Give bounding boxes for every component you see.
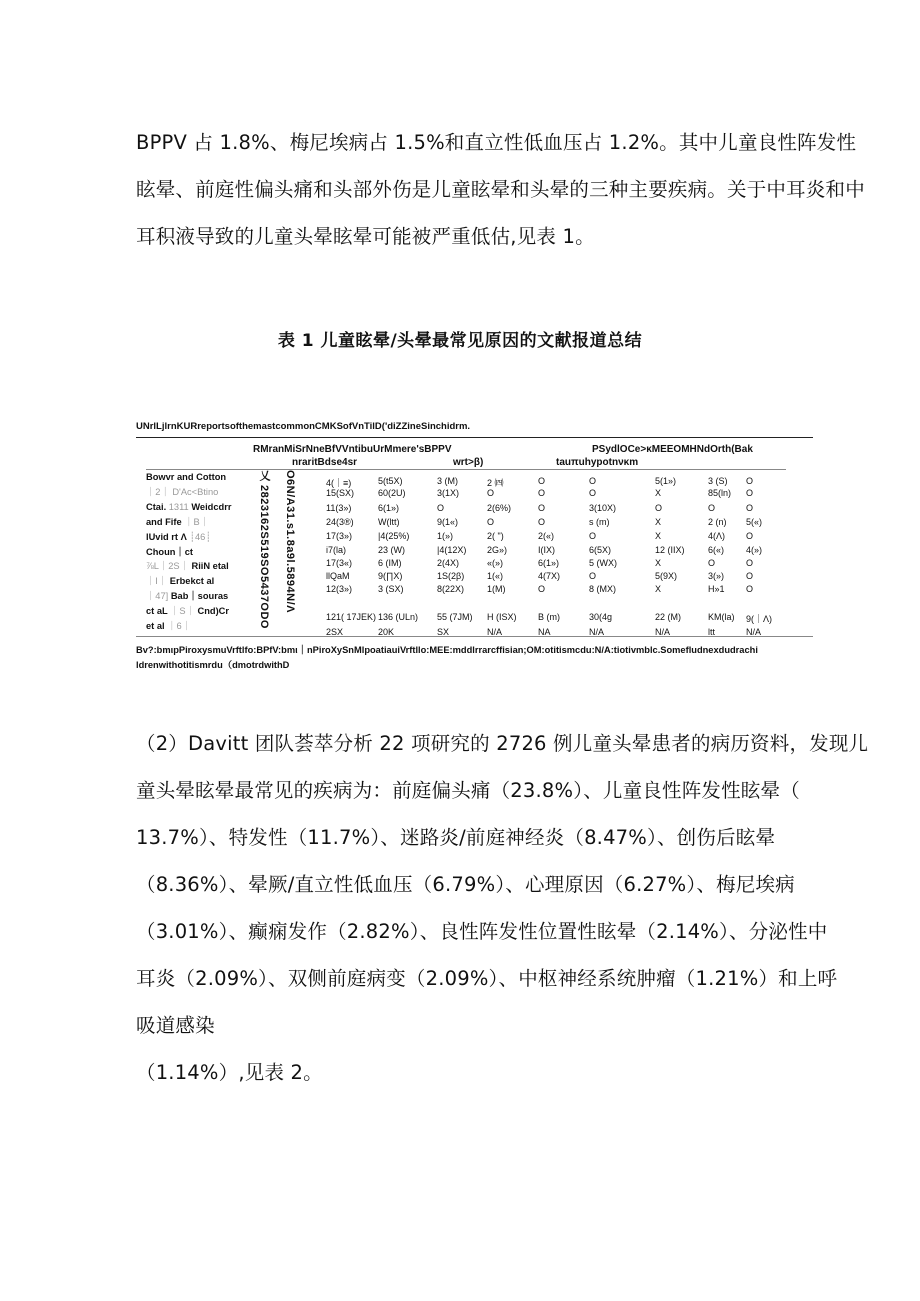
table-cell: O xyxy=(538,503,546,513)
table-cell: I(IX) xyxy=(538,545,555,555)
table-row xyxy=(0,503,920,517)
table-cell: 2(«) xyxy=(538,531,555,541)
table-cell: 85(ln) xyxy=(708,488,732,498)
table-cell: 3 (S) xyxy=(708,476,728,486)
study-line: ｜2｜ D'Ac<Btino xyxy=(146,486,219,497)
table-cell: O xyxy=(746,558,754,568)
table-cell: 20K xyxy=(378,627,395,637)
table-cell: O xyxy=(655,503,663,513)
table-cell: X xyxy=(655,488,662,498)
table-cell: ltt xyxy=(708,627,716,637)
table-cell: 1S(2β) xyxy=(437,571,465,581)
table-cell: O xyxy=(589,476,597,486)
paragraph-line: 童头晕眩晕最常见的疾病为：前庭偏头痛（23.8%）、儿童良性阵发性眩晕（ xyxy=(136,779,800,802)
header-right-line2: tauπuhypotnνκm xyxy=(556,457,639,468)
table-cell: |4(25%) xyxy=(378,531,410,541)
table-cell: O xyxy=(538,476,546,486)
table-cell: i7(la) xyxy=(326,545,347,555)
table-cell: 2(6%) xyxy=(487,503,512,513)
table-cell: O xyxy=(708,503,716,513)
table-cell: 9(1«) xyxy=(437,517,459,527)
table-cell: O xyxy=(746,503,754,513)
table-cell: W(ltt) xyxy=(378,517,400,527)
paragraph-line: （2）Davitt 团队荟萃分析 22 项研究的 2726 例儿童头晕患者的病历资料，发现儿 xyxy=(136,732,869,755)
table-row xyxy=(0,476,920,490)
table-cell: llQaM xyxy=(326,571,350,581)
table-cell: O xyxy=(746,488,754,498)
table-cell: 12(3») xyxy=(326,584,353,594)
paragraph-line: 眩晕、前庭性偏头痛和头部外伤是儿童眩晕和头晕的三种主要疾病。关于中耳炎和中 xyxy=(136,178,865,201)
table-row xyxy=(0,627,920,641)
table-cell: O xyxy=(708,558,716,568)
table-cell: KM(la) xyxy=(708,612,735,622)
table-cell: 24(3®) xyxy=(326,517,354,527)
table-cell: 11(3») xyxy=(326,503,352,513)
paragraph-line: （8.36%）、晕厥/直立性低血压（6.79%）、心理原因（6.27%）、梅尼埃病 xyxy=(136,873,795,896)
table-cell: X xyxy=(655,531,662,541)
table-caption: UNrlLjlrnKURreportsofthemastcommonCMKSofVnTilD('diZZineSinchidrm. xyxy=(136,421,471,432)
study-list xyxy=(146,470,231,634)
table-cell: O xyxy=(437,503,445,513)
table-cell: H (ISX) xyxy=(487,612,517,622)
paragraph-line: （1.14%）,见表 2。 xyxy=(136,1061,323,1084)
table-cell: 3(1X) xyxy=(437,488,460,498)
table-cell: 2(4X) xyxy=(437,558,460,568)
table-cell: N/A xyxy=(655,627,671,637)
table-row xyxy=(0,558,920,572)
table-cell: 1(») xyxy=(437,531,454,541)
table-cell: 12 (IIX) xyxy=(655,545,685,555)
table-cell: 55 (7JM) xyxy=(437,612,473,622)
table-cell: 3 (M) xyxy=(437,476,458,486)
table-cell: 30(4g xyxy=(589,612,613,622)
table-cell: 6(1») xyxy=(378,503,400,513)
table-cell: 5(«) xyxy=(746,517,763,527)
table-title: 表 1 儿童眩晕/头晕最常见原因的文献报道总结 xyxy=(277,331,643,351)
table-cell: H»1 xyxy=(708,584,725,594)
table-row xyxy=(0,517,920,531)
table-cell: N/A xyxy=(746,627,762,637)
study-line: Choun｜ct xyxy=(146,546,193,557)
table-cell: O xyxy=(589,571,597,581)
table-cell: 15(SX) xyxy=(326,488,355,498)
table-cell: O xyxy=(538,488,546,498)
table-cell: 8 (MX) xyxy=(589,584,616,594)
table-cell: 2SX xyxy=(326,627,344,637)
paragraph-line: 13.7%）、特发性（11.7%）、迷路炎/前庭神经炎（8.47%）、创伤后眩晕 xyxy=(136,826,776,849)
table-cell: 2 (n) xyxy=(708,517,727,527)
study-line: ｜I｜ Erbekct al xyxy=(146,576,215,587)
table-cell: SX xyxy=(437,627,450,637)
study-line: lUvid rt Λ ┊46┊ xyxy=(146,531,211,542)
table-note-line1: Bv?:bmιpPiroxysmuVrftlfo:BPfV:bmι｜nPiroXySnMlpoatiauiVrftllo:MEE:mddlrrarcffisian;OM:otitismcdu:N/A:tiotivmblc.Somefludnexdudrachi xyxy=(136,645,758,655)
vertical-column-2: O6N/A31.s1.8a9l.5894N/Λ xyxy=(284,470,296,613)
study-line: ｜47] Bab｜souras xyxy=(146,591,229,602)
table-cell: O xyxy=(538,584,546,594)
paragraph-line: 耳炎（2.09%）、双侧前庭病变（2.09%）、中枢神经系统肿瘤（1.21%）和上呼 xyxy=(136,967,838,990)
table-cell: 22 (M) xyxy=(655,612,682,622)
table-cell: 121( 17JEK) xyxy=(326,612,377,622)
table-cell: N/A xyxy=(487,627,503,637)
table-cell: 3 (SX) xyxy=(378,584,404,594)
table-cell: 6(1») xyxy=(538,558,560,568)
header-left-line2: nraritBdse4sr xyxy=(292,457,358,468)
study-line: et al ｜6｜ xyxy=(146,621,191,632)
table-note-line2: ldrenwithotitismrdu（dmotrdwithD xyxy=(136,660,290,670)
table-cell: 2 ㈣ xyxy=(487,478,504,488)
table-cell: X xyxy=(655,558,662,568)
table-cell: 4(») xyxy=(746,545,763,555)
table-cell: O xyxy=(487,488,495,498)
table-cell: B (m) xyxy=(538,612,560,622)
table-cell: 1(«) xyxy=(487,571,504,581)
table-cell: O xyxy=(746,531,754,541)
vertical-column-1: 乂 2823162S519SO5437ODO xyxy=(258,470,270,629)
table-cell: NA xyxy=(538,627,551,637)
table-cell: |4(12X) xyxy=(437,545,467,555)
table-cell: 9(｜Λ) xyxy=(746,614,773,624)
table-cell: N/A xyxy=(589,627,605,637)
table-cell: 4(｜≡) xyxy=(326,478,352,488)
study-line: ⅞L｜2S｜ RiiN etal xyxy=(146,561,229,572)
table-cell: 6(«) xyxy=(708,545,725,555)
table-cell: 5 (WX) xyxy=(589,558,617,568)
table-cell: 136 (ULn) xyxy=(378,612,419,622)
table-cell: 5(9X) xyxy=(655,571,678,581)
table-cell: O xyxy=(589,488,597,498)
header-right-line1: PSydlOCe>κMEEOMHNdOrth(Bak xyxy=(592,444,753,455)
table-top-rule xyxy=(136,437,813,438)
table-row xyxy=(0,571,920,585)
study-line: Bowvr and Cotton xyxy=(146,472,227,482)
table-cell: O xyxy=(746,571,754,581)
table-cell: 60(2U) xyxy=(378,488,406,498)
study-line: and Fife ｜B｜ xyxy=(146,516,210,527)
header-rule xyxy=(146,469,786,470)
table-cell: s (m) xyxy=(589,517,610,527)
table-cell: 2G») xyxy=(487,545,508,555)
table-cell: X xyxy=(655,584,662,594)
paragraph-line: 吸道感染 xyxy=(136,1014,215,1037)
paragraph-line: BPPV 占 1.8%、梅尼埃病占 1.5%和直立性低血压占 1.2%。其中儿童良性阵发性 xyxy=(136,131,857,154)
study-line: Ctai. 1311 Weidcdrr xyxy=(146,501,232,512)
table-cell: 5(t5X) xyxy=(378,476,403,486)
study-line: ct aL ｜S｜ Cnd)Cr xyxy=(146,606,230,617)
table-cell: O xyxy=(589,531,597,541)
table-cell: 3(10X) xyxy=(589,503,617,513)
table-cell: O xyxy=(746,584,754,594)
table-row xyxy=(0,545,920,559)
paragraph-2 xyxy=(136,720,869,1096)
table-cell: 17(3«) xyxy=(326,558,353,568)
table-row xyxy=(0,488,920,502)
table-row xyxy=(0,612,920,626)
table-cell: 8(22X) xyxy=(437,584,465,594)
paragraph-1 xyxy=(136,119,865,260)
table-cell: «(») xyxy=(487,558,504,568)
table-cell: 5(1») xyxy=(655,476,677,486)
table-cell: 2( ") xyxy=(487,531,504,541)
table-cell: O xyxy=(487,517,495,527)
table-cell: 6(5X) xyxy=(589,545,612,555)
table-cell: 23 (W) xyxy=(378,545,405,555)
header-left-line3: wrt>β) xyxy=(453,457,484,468)
paragraph-line: 耳积液导致的儿童头晕眩晕可能被严重低估,见表 1。 xyxy=(136,225,595,248)
table-cell: 4(7X) xyxy=(538,571,561,581)
header-left-line1: RMranMiSrNneBfVVntibuUrMmere'sBPPV xyxy=(253,444,452,455)
table-cell: 1(M) xyxy=(487,584,506,594)
table-cell: 6 (IM) xyxy=(378,558,402,568)
table-row xyxy=(0,531,920,545)
table-cell: 3(») xyxy=(708,571,725,581)
table-cell: 17(3») xyxy=(326,531,353,541)
table-row xyxy=(0,584,920,598)
table-cell: O xyxy=(746,476,754,486)
table-cell: 9(∏X) xyxy=(378,571,403,581)
paragraph-line: （3.01%）、癫痫发作（2.82%）、良性阵发性位置性眩晕（2.14%）、分泌性中 xyxy=(136,920,828,943)
table-bottom-rule xyxy=(136,636,813,637)
table-cell: O xyxy=(538,517,546,527)
table-cell: 4(Λ) xyxy=(708,531,726,541)
table-cell: X xyxy=(655,517,662,527)
